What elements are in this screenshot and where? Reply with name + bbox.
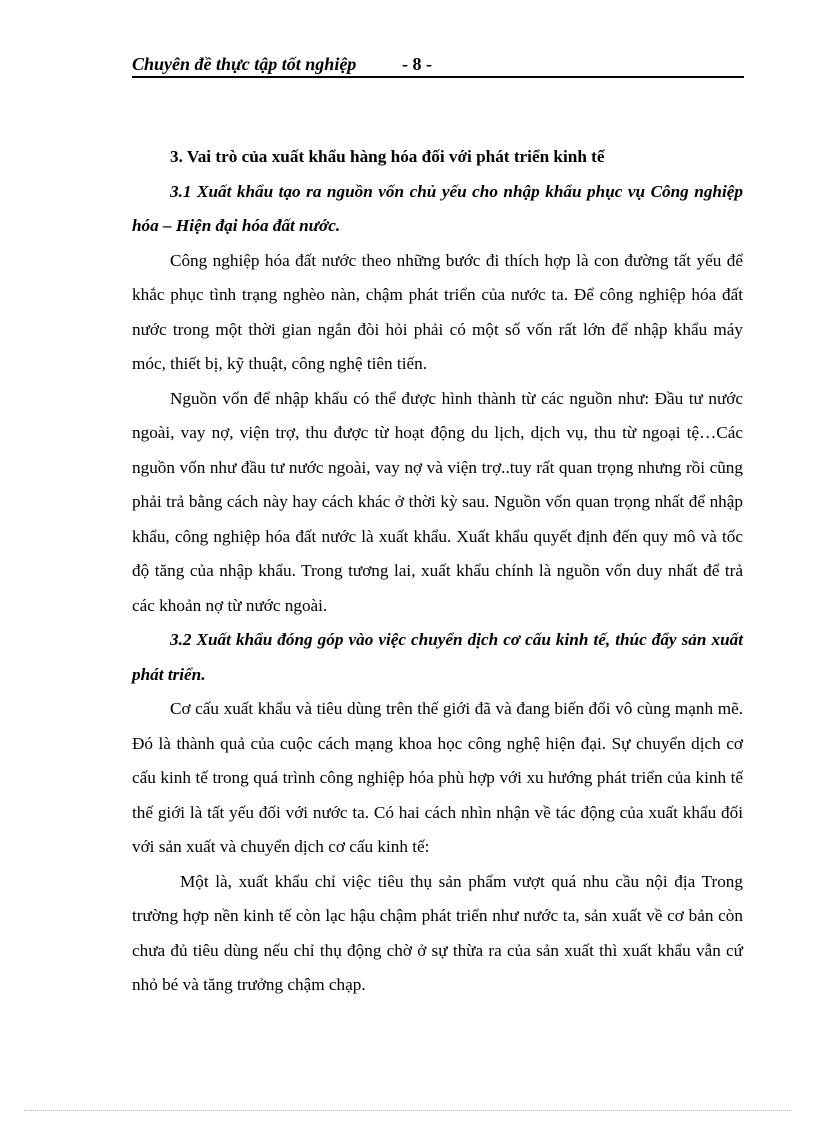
header-divider — [132, 76, 744, 78]
paragraph: Công nghiệp hóa đất nước theo những bước đi thích hợp là con đường tất yếu để khắc phục tình trạng nghèo nàn, chậm phát triển của nước ta. Để công nghiệp hóa đất nước trong một thời gian ngắn đòi hỏi phải có một số vốn rất lớn để nhập khẩu máy móc, thiết bị, kỹ thuật, công nghệ tiên tiến. — [132, 250, 743, 373]
section-heading: 3. Vai trò của xuất khẩu hàng hóa đối với phát triển kinh tế — [170, 147, 605, 166]
document-body — [132, 140, 743, 1003]
page-header — [132, 52, 744, 78]
footer-divider — [24, 1110, 792, 1111]
paragraph: Cơ cấu xuất khẩu và tiêu dùng trên thế giới đã và đang biến đổi vô cùng mạnh mẽ. Đó là thành quả của cuộc cách mạng khoa học công nghệ hiện đại. Sự chuyển dịch cơ cấu kinh tế trong quá trình công nghiệp hóa phù hợp với xu hướng phát triển của kinh tế thế giới là tất yếu đối với nước ta. Có hai cách nhìn nhận về tác động của xuất khẩu đối với sản xuất và chuyển dịch cơ cấu kinh tế: — [132, 699, 743, 856]
paragraph: Nguồn vốn để nhập khẩu có thể được hình thành từ các nguồn như: Đầu tư nước ngoài, vay nợ, viện trợ, thu được từ hoạt động du lịch, dịch vụ, thu từ ngoại tệ…Các nguồn vốn như đầu tư nước ngoài, vay nợ và viện trợ..tuy rất quan trọng nhưng rồi cũng phải trả bằng cách này hay cách khác ở thời kỳ sau. Nguồn vốn quan trọng nhất để nhập khẩu, công nghiệp hóa đất nước là xuất khẩu. Xuất khẩu quyết định đến quy mô và tốc độ tăng của nhập khẩu. Trong tương lai, xuất khẩu chính là nguồn vốn duy nhất để trả các khoản nợ từ nước ngoài. — [132, 388, 743, 615]
header-title: Chuyên đề thực tập tốt nghiệp — [132, 54, 357, 74]
subsection-heading-3-1: 3.1 Xuất khẩu tạo ra nguồn vốn chủ yếu cho nhập khẩu phục vụ Công nghiệp hóa – Hiện đại hóa đất nước. — [132, 181, 743, 235]
subsection-heading-3-2: 3.2 Xuất khẩu đóng góp vào việc chuyển dịch cơ cấu kinh tế, thúc đẩy sản xuất phát triển. — [132, 630, 743, 684]
paragraph: Một là, xuất khẩu chỉ việc tiêu thụ sản phẩm vượt quá nhu cầu nội địa Trong trường hợp nền kinh tế còn lạc hậu chậm phát triển như nước ta, sản xuất về cơ bản còn chưa đủ tiêu dùng nếu chỉ thụ động chờ ở sự thừa ra của sản xuất thì xuất khẩu vẫn cứ nhỏ bé và tăng trưởng chậm chạp. — [132, 871, 743, 994]
page-number: - 8 - — [402, 54, 432, 74]
